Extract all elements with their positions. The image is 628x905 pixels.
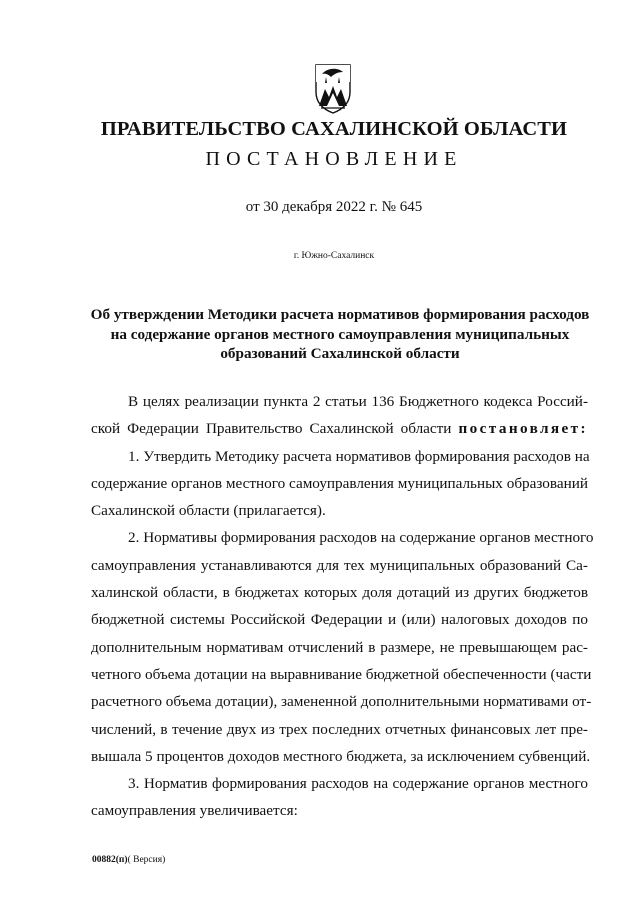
document-date-number: от 30 декабря 2022 г. № 645	[245, 199, 423, 215]
coat-of-arms-icon	[313, 62, 353, 114]
document-city: г. Южно-Сахалинск	[293, 251, 375, 261]
body-line: содержание органов местного самоуправления муниципальных образований	[91, 474, 588, 492]
organization-name: ПРАВИТЕЛЬСТВО САХАЛИНСКОЙ ОБЛАСТИ	[100, 118, 568, 140]
body-line: числений, в течение двух из трех последних отчетных финансовых лет пре-	[91, 720, 588, 738]
body-line: В целях реализации пункта 2 статьи 136 Бюджетного кодекса Россий-	[128, 393, 588, 410]
body-line: вышала 5 процентов доходов местного бюджета, за исключением субвенций.	[91, 747, 591, 765]
footer-version: ( Версия)	[127, 855, 166, 865]
body-line: халинской области, в бюджетах которых доля дотаций из других бюджетов	[91, 584, 588, 602]
body-line: дополнительным нормативам отчислений в размере, не превышающем рас-	[91, 638, 588, 656]
footer-code: 00882(п)	[92, 855, 128, 865]
document-type: ПОСТАНОВЛЕНИЕ	[205, 148, 463, 170]
document-footer	[92, 855, 165, 865]
body-text: ской Федерации Правительство Сахалинской области	[91, 420, 459, 438]
body-line: бюджетной системы Российской Федерации и (или) налоговых доходов по	[91, 611, 588, 629]
document-body	[91, 388, 594, 825]
document-title	[80, 305, 600, 364]
body-line: 2. Нормативы формирования расходов на содержание органов местного	[128, 529, 594, 547]
title-line: Об утверждении Методики расчета нормативов формирования расходов	[90, 306, 590, 323]
decree-verb: постановляет:	[458, 420, 588, 438]
body-line: расчетного объема дотации), замененной дополнительными нормативами от-	[91, 693, 592, 711]
body-line: Сахалинской области (прилагается).	[91, 502, 326, 520]
body-line	[91, 415, 588, 442]
body-line: 1. Утвердить Методику расчета нормативов формирования расходов на	[128, 447, 590, 465]
body-line: самоуправления устанавливаются для тех муниципальных образований Са-	[91, 556, 588, 574]
body-line: четного объема дотации на выравнивание бюджетной обеспеченности (части	[91, 665, 592, 683]
body-line: самоуправления увеличивается:	[91, 802, 298, 820]
body-line: 3. Норматив формирования расходов на содержание органов местного	[128, 775, 588, 793]
title-line: образований Сахалинской области	[220, 345, 460, 362]
title-line: на содержание органов местного самоуправления муниципальных	[110, 325, 570, 343]
